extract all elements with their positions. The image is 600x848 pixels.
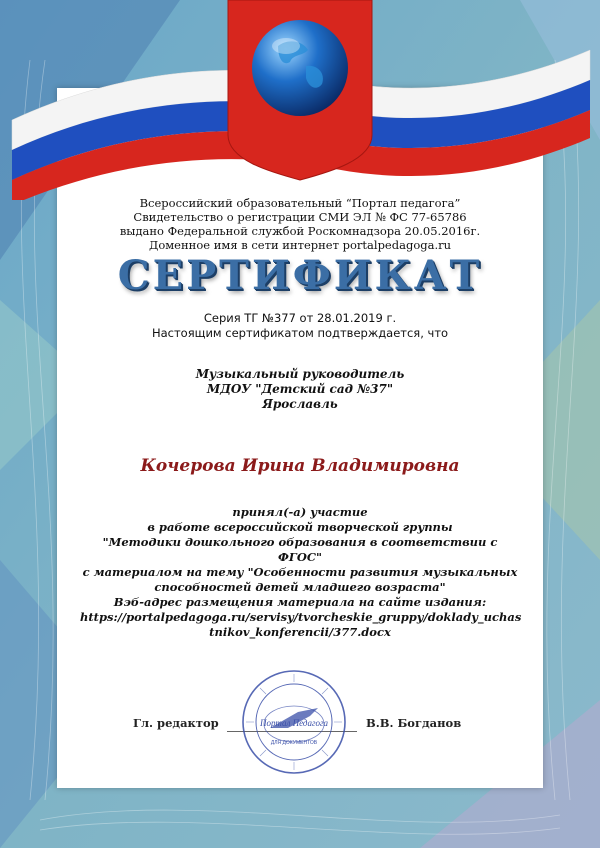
material-url: https://portalpedagoga.ru/servisy/tvorcheskie_gruppy/doklady_uchas: [80, 610, 522, 624]
publisher-info: [57, 196, 543, 252]
participation-text: [80, 505, 520, 640]
recipient-position: Музыкальный руководитель: [195, 367, 405, 381]
globe-icon: [248, 16, 352, 120]
recipient-name: Кочерова Ирина Владимировна: [140, 456, 460, 476]
stamp-center-text: Портал Педагога: [259, 718, 329, 728]
editor-name: В.В. Богданов: [366, 716, 462, 730]
body-line: с материалом на тему "Особенности развития музыкальных: [82, 565, 518, 579]
series-number: Серия ТГ №377 от 28.01.2019 г.: [203, 311, 397, 325]
series-info: [57, 311, 543, 341]
stamp-seal: [240, 668, 348, 776]
body-line: в работе всероссийской творческой группы: [147, 520, 453, 534]
body-line: "Методики дошкольного образования в соответствии с: [102, 535, 498, 549]
publisher-line: Доменное имя в сети интернет portalpedagoga.ru: [148, 238, 452, 252]
recipient-city: Ярославль: [262, 397, 338, 411]
confirmation-text: Настоящим сертификатом подтверждается, что: [151, 326, 449, 340]
publisher-line: Свидетельство о регистрации СМИ ЭЛ № ФС 77-65786: [133, 210, 467, 224]
editor-role: Гл. редактор: [133, 716, 219, 730]
material-url: tnikov_konferencii/377.docx: [209, 625, 391, 639]
recipient-organization: МДОУ "Детский сад №37": [206, 382, 394, 396]
publisher-line: выдано Федеральной службой Роскомнадзора 20.05.2016г.: [119, 224, 481, 238]
body-line: ФГОС": [277, 550, 322, 564]
stamp-sub-text: ДЛЯ ДОКУМЕНТОВ: [270, 740, 318, 746]
body-line: Вэб-адрес размещения материала на сайте издания:: [113, 595, 487, 609]
certificate-title: СЕРТИФИКАТ: [117, 252, 483, 299]
body-line: способностей детей младшего возраста": [154, 580, 446, 594]
recipient-info: [57, 367, 543, 412]
publisher-line: Всероссийский образовательный “Портал педагога”: [139, 196, 461, 210]
body-line: принял(-а) участие: [232, 505, 368, 519]
